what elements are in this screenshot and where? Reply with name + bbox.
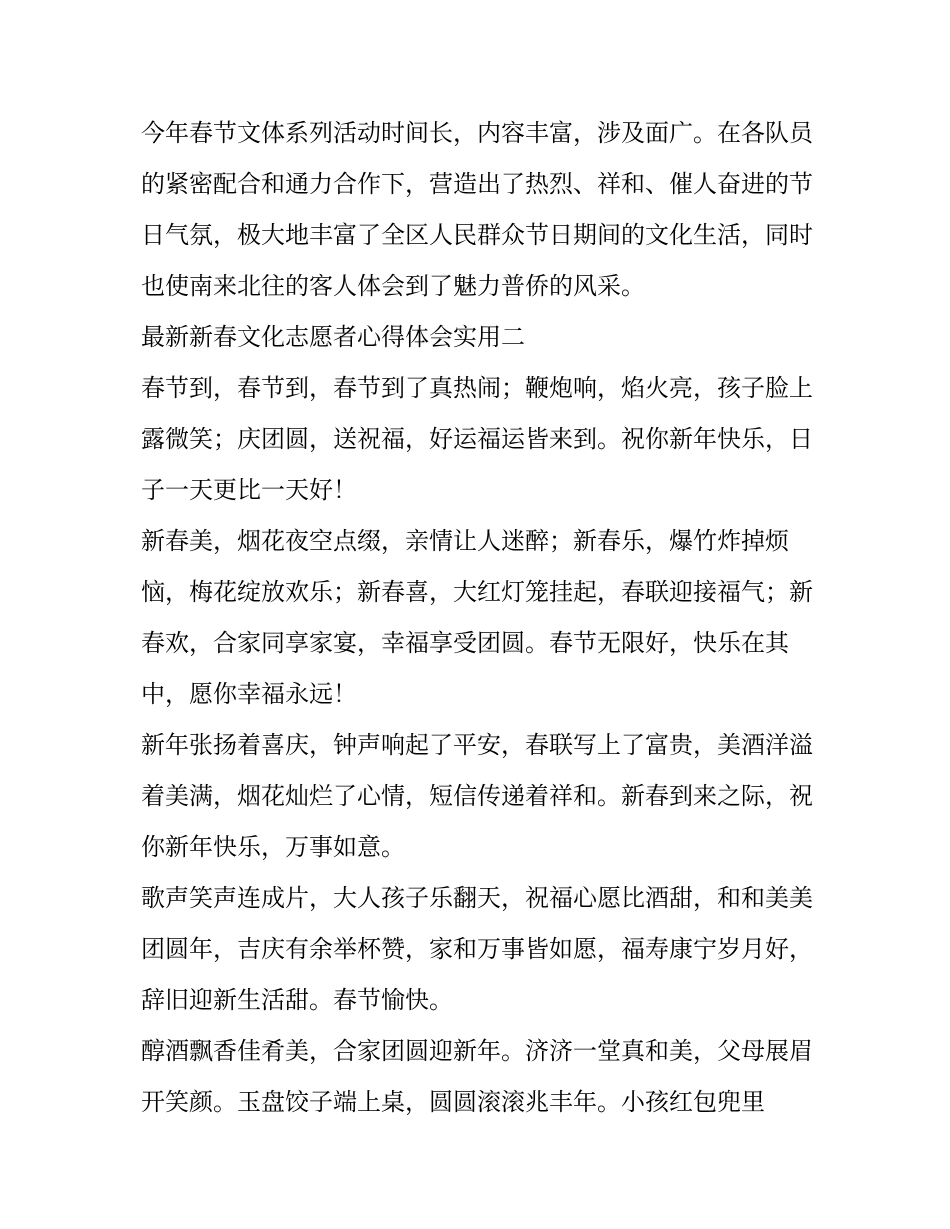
paragraph-greeting-4: 歌声笑声连成片，大人孩子乐翻天，祝福心愿比酒甜，和和美美团圆年，吉庆有余举杯赞，家和万事皆如愿，福寿康宁岁月好，辞旧迎新生活甜。春节愉快。 (141, 884, 813, 1014)
section-heading: 最新新春文化志愿者心得体会实用二 (141, 323, 525, 351)
paragraph-greeting-1: 春节到，春节到，春节到了真热闹；鞭炮响，焰火亮，孩子脸上露微笑；庆团圆，送祝福，好运福运皆来到。祝你新年快乐，日子一天更比一天好！ (141, 374, 813, 504)
paragraph-greeting-2: 新春美，烟花夜空点缀，亲情让人迷醉；新春乐，爆竹炸掉烦恼，梅花绽放欢乐；新春喜，大红灯笼挂起，春联迎接福气；新春欢，合家同享家宴，幸福享受团圆。春节无限好，快乐在其中，愿你幸福永远！ (141, 527, 813, 708)
paragraph-activity-summary: 今年春节文体系列活动时间长，内容丰富，涉及面广。在各队员的紧密配合和通力合作下，营造出了热烈、祥和、催人奋进的节日气氛，极大地丰富了全区人民群众节日期间的文化生活，同时也使南来北往的客人体会到了魅力普侨的风采。 (141, 119, 813, 300)
paragraph-greeting-5: 醇酒飘香佳肴美，合家团圆迎新年。济济一堂真和美，父母展眉开笑颜。玉盘饺子端上桌，圆圆滚滚兆丰年。小孩红包兜里 (141, 1037, 813, 1116)
document-body (141, 108, 816, 1128)
paragraph-greeting-3: 新年张扬着喜庆，钟声响起了平安，春联写上了富贵，美酒洋溢着美满，烟花灿烂了心情，短信传递着祥和。新春到来之际，祝你新年快乐，万事如意。 (141, 731, 813, 861)
